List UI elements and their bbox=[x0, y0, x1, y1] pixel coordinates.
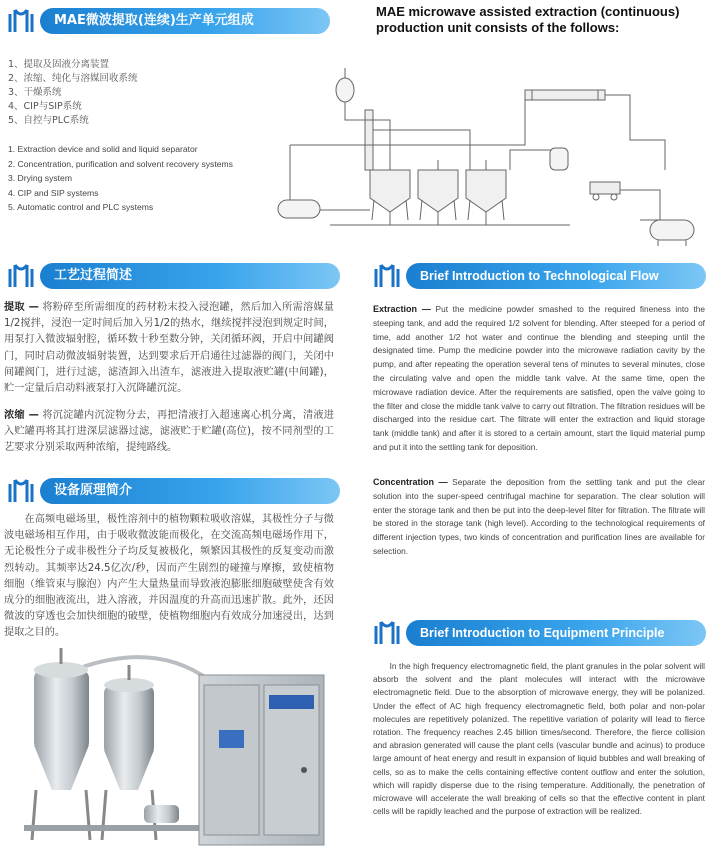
list-item: 1、提取及固液分离装置 bbox=[8, 59, 110, 70]
paragraph-text: 将沉淀罐内沉淀物分去，再把清液打入超速离心机分离，清液进入贮罐再将其打进深层滤器过滤，滤液贮于贮罐(高位)，按不同剂型的工艺要求分别采取两种浓缩，提纯路线。 bbox=[4, 410, 334, 454]
process-schematic-diagram bbox=[270, 60, 700, 255]
term-label: Concentration — bbox=[373, 477, 448, 487]
company-logo-icon bbox=[6, 478, 36, 504]
list-item: 1. Extraction device and solid and liquid separator bbox=[8, 144, 198, 154]
list-item: 4、CIP与SIP系统 bbox=[8, 101, 82, 112]
process-en-bar bbox=[406, 263, 706, 289]
list-cn bbox=[8, 58, 138, 128]
process-en-conc bbox=[373, 476, 705, 559]
header-en-title: MAE microwave assisted extraction (continuous) production unit consists of the follows: bbox=[376, 4, 680, 35]
list-item: 2、浓缩、纯化与溶媒回收系统 bbox=[8, 73, 138, 84]
process-cn-bar bbox=[40, 263, 340, 289]
company-logo-icon bbox=[6, 263, 36, 289]
term-label: 浓缩 — bbox=[4, 410, 39, 421]
list-item: 4. CIP and SIP systems bbox=[8, 187, 99, 198]
list-item: 5、自控与PLC系统 bbox=[8, 115, 89, 126]
term-label: Extraction — bbox=[373, 304, 431, 314]
principle-cn-bar bbox=[40, 478, 340, 504]
list-en bbox=[8, 142, 233, 215]
list-item: 5. Automatic control and PLC systems bbox=[8, 202, 154, 213]
header-cn-title: MAE微波提取(连续)生产单元组成 bbox=[54, 13, 254, 28]
process-cn-extract bbox=[4, 300, 334, 397]
process-en-extract bbox=[373, 303, 705, 455]
term-label: 提取 — bbox=[4, 302, 39, 313]
section-title: 工艺过程简述 bbox=[54, 268, 133, 283]
paragraph-text: 将粉碎至所需细度的药材粉末投入浸泡罐，然后加入所需溶媒量1/2搅拌，浸泡一定时间后加入另1/2的热水，继续搅拌浸泡到规定时间，用泵打入微波辐射腔，循环数十秒至数分钟，关闭循环阀，开启中间罐阀门，同时启动微波辐射装置，达到要求后开启通往过滤器的阀门，关闭中间罐阀门，进行过滤，滤渣卸入出渣车，滤液进入提取液贮罐(中间罐)，贮一定量后启动料液泵打入沉降罐沉淀。 bbox=[4, 302, 334, 395]
section-title: Brief Introduction to Technological Flow bbox=[420, 269, 659, 283]
list-item: 3. Drying system bbox=[8, 173, 72, 184]
principle-en-text: In the high frequency electromagnetic field, the plant granules in the polar solvent will absorb the solvent and the plant molecules will interact with the microwave electromagnetic field. Due to the absorption of microwave energy, they will be polanized. Under the effect of AC high frequency electromagnetic field, both polar and non-polar molecules are repetitively polanized. The repetitive variation of polarity will lead to fierce rotation. The frequency reaches 2.45 billion times/second. Therefore, the fierce collision and abrasion generated will cause the plant cells (vascular bundle and acinus) to produce large amount of heat energy and result in expansion of liquid bubbles and wall breaking of cells, so as to make the cells containing effective content outflow and enter the solution, which will rapidly disperse due to the rising temperature. Additionally, the penetration of microwave will accelerate the wall breaking of cells so that the effective content in plant cells will be rapidly leached and the purpose of extraction will be realized. bbox=[373, 661, 705, 817]
paragraph-text: Separate the deposition from the settling tank and put the clear solution into the super-speed centrifugal machine for separation. The clear solution will enter the storage tank and then be put into the deep-level filter for filtration. The filtrate will be stored in the storage tank (high level). According to the technological requirements of different injection types, two kinds of concentration and purification lines are available for selection. bbox=[373, 477, 705, 556]
principle-cn-text: 在高频电磁场里，极性溶剂中的植物颗粒吸收溶媒，其极性分子与微波电磁场相互作用，由于吸收微波能而极化，在交流高频电磁场作用下，无论极性分子或非极性分子均反复被极化，频繁因其极性的反复变动而激烈转动。其频率达24.5亿次/秒，因而产生剧烈的碰撞与摩擦，致使植物细胞（维管束与腺泡）内产生大量热量而导致液泡膨胀细胞破壁使含有效成分的细胞液流出，进入溶液，并因温度的升高而迅速扩散。此外，还因微波的穿透也会加快细胞的破壁，使植物细胞内有效成分加速浸出，达到提取之目的。 bbox=[4, 514, 334, 639]
process-cn-conc bbox=[4, 408, 334, 457]
principle-en-bar bbox=[406, 620, 706, 646]
list-item: 3、干燥系统 bbox=[8, 87, 62, 98]
company-logo-icon bbox=[372, 620, 402, 646]
paragraph-text: Put the medicine powder smashed to the required fineness into the steeping tank, and add the required 1/2 solvent for blending. After steeped for a period of time, add another 1/2 hot water and continue the blending and steeping until the designated time. Pump the medicine powder into the microwave radiation cavity by the pump, and after repeating the operation several tens of minutes to several minutes, close the circulating valve and open the middle tank valve. At the same time, open the microwave radiation device. After the requirements are satisfied, open the valve going to the filter and close the middle tank valve to carry out filtration. The filtration residues will be discharged into the residue cart. The filtrate will enter the extraction and liquid storage tank (middle tank) and after it is stored to a certain amount, start the liquid material pump and put it into the settling tank for deposition. bbox=[373, 304, 705, 452]
equipment-photo bbox=[4, 640, 349, 852]
company-logo-icon bbox=[372, 263, 402, 289]
section-title: Brief Introduction to Equipment Principle bbox=[420, 626, 665, 640]
list-item: 2. Concentration, purification and solvent recovery systems bbox=[8, 158, 233, 169]
company-logo-icon bbox=[6, 8, 36, 34]
section-title: 设备原理简介 bbox=[54, 483, 133, 498]
header-cn-bar bbox=[40, 8, 330, 34]
